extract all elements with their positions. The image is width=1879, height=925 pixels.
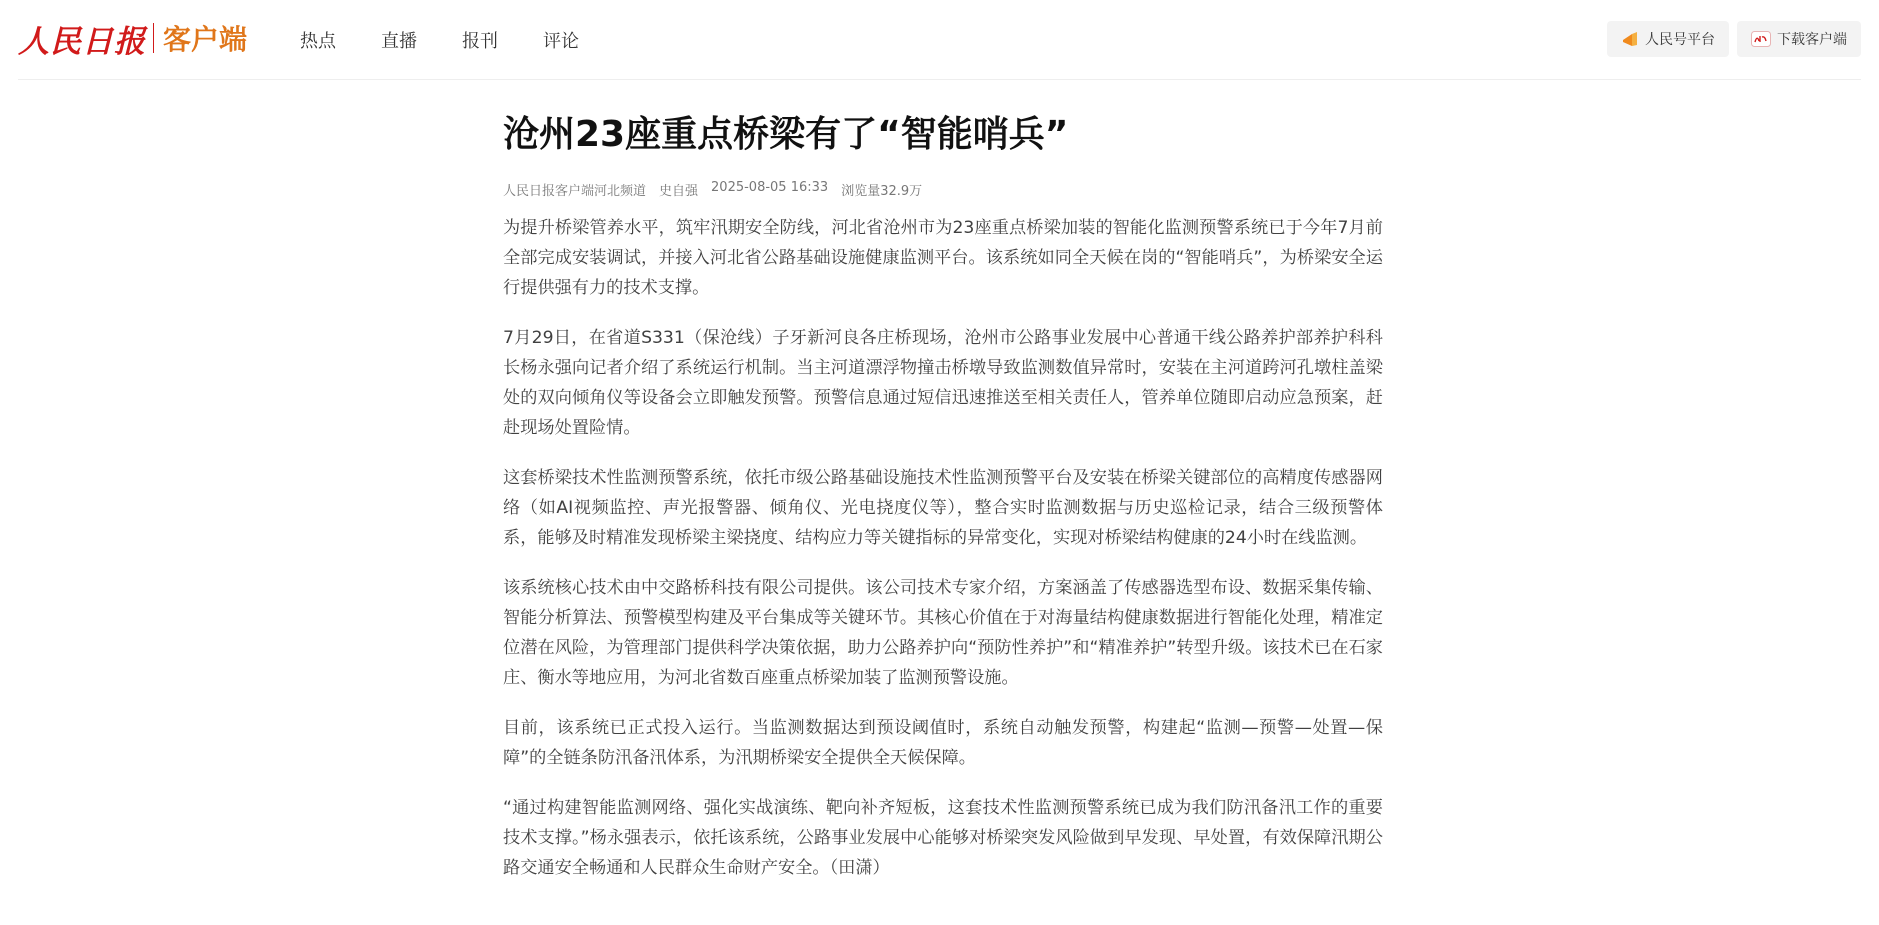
article-paragraph: 7月29日，在省道S331（保沧线）子牙新河良各庄桥现场，沧州市公路事业发展中心普通干线公路养护部养护科科长杨永强向记者介绍了系统运行机制。当主河道漂浮物撞击桥墩导致监测数值异常时，安装在主河道跨河孔墩柱盖梁处的双向倾角仪等设备会立即触发预警。预警信息通过短信迅速推送至相关责任人，管养单位随即启动应急预案，赶赴现场处置险情。 [503, 328, 1383, 438]
download-app-button[interactable] [1737, 21, 1861, 57]
article-paragraph: 目前，该系统已正式投入运行。当监测数据达到预设阈值时，系统自动触发预警，构建起“监测—预警—处置—保障”的全链条防汛备汛体系，为汛期桥梁安全提供全天候保障。 [503, 718, 1383, 768]
nav-item-newspaper[interactable]: 报刊 [462, 31, 498, 52]
renminhao-platform-label: 人民号平台 [1645, 32, 1715, 48]
article [503, 104, 1383, 903]
app-logo-icon [1751, 31, 1771, 47]
article-paragraph: 该系统核心技术由中交路桥科技有限公司提供。该公司技术专家介绍，方案涵盖了传感器选型布设、数据采集传输、智能分析算法、预警模型构建及平台集成等关键环节。其核心价值在于对海量结构健康数据进行智能化处理，精准定位潜在风险，为管理部门提供科学决策依据，助力公路养护向“预防性养护”和“精准养护”转型升级。该技术已在石家庄、衡水等地应用，为河北省数百座重点桥梁加装了监测预警设施。 [503, 578, 1383, 688]
article-paragraph: 为提升桥梁管养水平，筑牢汛期安全防线，河北省沧州市为23座重点桥梁加装的智能化监测预警系统已于今年7月前全部完成安装调试，并接入河北省公路基础设施健康监测平台。该系统如同全天候在岗的“智能哨兵”，为桥梁安全运行提供强有力的技术支撑。 [503, 218, 1383, 298]
nav-item-comment[interactable]: 评论 [543, 31, 579, 52]
article-meta [503, 180, 1383, 199]
nav-item-hot[interactable]: 热点 [300, 31, 336, 52]
download-app-label: 下载客户端 [1777, 32, 1847, 48]
article-source[interactable]: 人民日报客户端河北频道 [503, 184, 647, 199]
logo-text: 客户端 [163, 23, 248, 56]
site-logo[interactable] [18, 18, 247, 58]
megaphone-icon [1621, 31, 1639, 47]
header-actions [1599, 21, 1861, 57]
nav-item-live[interactable]: 直播 [381, 31, 417, 52]
renminhao-platform-button[interactable] [1607, 21, 1729, 57]
article-body [503, 213, 1383, 883]
article-paragraph: “通过构建智能监测网络、强化实战演练、靶向补齐短板，这套技术性监测预警系统已成为我们防汛备汛工作的重要技术支撑。”杨永强表示，依托该系统，公路事业发展中心能够对桥梁突发风险做到早发现、早处置，有效保障汛期公路交通安全畅通和人民群众生命财产安全。（田潇） [503, 798, 1383, 878]
top-header [18, 0, 1861, 80]
article-author: 史自强 [659, 184, 699, 199]
main-nav [300, 27, 624, 53]
article-paragraph: 这套桥梁技术性监测预警系统，依托市级公路基础设施技术性监测预警平台及安装在桥梁关键部位的高精度传感器网络（如AI视频监控、声光报警器、倾角仪、光电挠度仪等），整合实时监测数据与历史巡检记录，结合三级预警体系，能够及时精准发现桥梁主梁挠度、结构应力等关键指标的异常变化，实现对桥梁结构健康的24小时在线监测。 [503, 468, 1383, 548]
logo-mark: 人民日报 [18, 23, 146, 60]
logo-divider [153, 23, 154, 53]
article-views: 浏览量32.9万 [841, 184, 923, 199]
article-title: 沧州23座重点桥梁有了“智能哨兵” [503, 114, 1069, 155]
article-datetime: 2025-08-05 16:33 [711, 180, 829, 195]
